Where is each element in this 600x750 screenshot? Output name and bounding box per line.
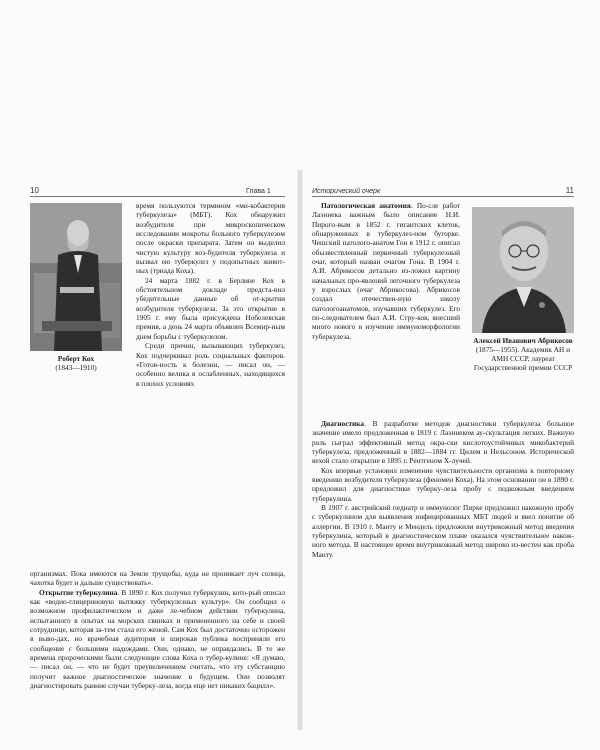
koch-phenomenon-paragraph: Кох впервые установил изменение чувствительности организма к повторному введению возбудителя туберкулеза (феномен Коха). На этом основании он в 1890 г. предложил для диагностики туберку-леза пробу с подкожным введением туберкулина. xyxy=(312,465,574,503)
abrikosov-caption-text: (1875—1955). Академик АН и АМН СССР, лауреат Государственной премии СССР xyxy=(473,345,573,372)
diagnostics-text: . В разработке методов диагностики туберкулеза большое значение имело предложенная в 1819 г. Лаэннеком ау-скультация легких. Важную роль сыграл эффективный метод окра-ски кислотоустойчивых микобактерий туберкулеза, предложенный в 1882—1884 гг. Цилем и Нельсоном. Исторической вехой стало открытие в 1895 г. Рентгеном Х-лучей. xyxy=(312,419,574,466)
abrikosov-portrait-image xyxy=(472,207,574,333)
left-side-paragraph-1: время пользуются термином «ми-кобактерия туберкулеза» (МБТ). Кох обнаружил возбудителя при микроскопическом исследовании мокроты больного туберкулезом после окраски препарата. Затем он выделил чистую культуру воз-будителя туберкулеза и вызвал ею туберкулез у подопытных живот-ных (триада Коха). xyxy=(136,201,285,276)
abrikosov-caption-name: Алексей Иванович Абрикосов xyxy=(473,336,573,345)
diagnostics-heading: Диагностика xyxy=(321,419,365,428)
right-side-paragraph xyxy=(312,201,460,341)
tuberculin-heading: Открытие туберкулина xyxy=(39,587,118,597)
right-running-title: Исторический очерк xyxy=(312,188,381,195)
left-paragraph-continuation: организмах. Пока имеются на Земле трущобы, куда не проникает луч солнца, чахотка будет и дальше существовать». xyxy=(30,569,285,588)
left-full-width-text xyxy=(30,569,285,690)
koch-portrait-figure xyxy=(30,203,122,372)
right-full-width-text xyxy=(312,419,574,559)
koch-portrait-image xyxy=(30,203,122,351)
right-side-column xyxy=(312,201,460,341)
abrikosov-portrait-drawing xyxy=(472,207,574,333)
left-page-number: 10 xyxy=(30,186,39,195)
pathology-heading: Патологическая анатомия xyxy=(321,201,411,210)
left-running-title: Глава 1 xyxy=(246,188,271,195)
left-side-column xyxy=(136,201,285,388)
left-page xyxy=(30,185,285,705)
tuberculin-text: . В 1890 г. Кох получил туберкулин, кото-рый описал как «водно-глицериновую вытяжку туберкулезных культур». Он сообщил о возможном профилактическом и даже ле-чебном действии туберкулина, испытанного в опытах на морских свинках и примененного на себе и своей сотруднице, которая за-тем стала его женой. Сам Кох был достаточно осторожен в выво-дах, но врачебная аудитория и широкая публика восприняли его сообщение с большими надеждами. Они, однако, не оправдались. В те же времена пророческими были следующие слова Коха о тубер-кулине: «Я думаю, — писал он, — что не будет преувеличением считать, что эту субстанцию получит важное диагностическое значение в будущем. Они позволят диагностировать ранние случаи туберку-леза, когда еще нет никаких бацилл». xyxy=(30,587,285,691)
left-side-paragraph-3: Среди причин, вызывающих туберкулез, Кох подчеркивал роль социальных факторов. «Готов-ность к болезни, — писал он, — особенно велика в ослабленных, находящихся в плохих условиях xyxy=(136,341,285,388)
abrikosov-portrait-figure xyxy=(472,207,574,372)
left-paragraph-tuberculin xyxy=(30,588,285,691)
koch-portrait-drawing xyxy=(30,203,122,351)
pirquet-mantoux-paragraph: В 1907 г. австрийский педиатр и иммунолог Пирке предложил накожную пробу с туберкулином для выявления инфицированных МБТ людей и ввел понятие об аллергии. В 1910 г. Манту и Мендель предложили внутрикожный метод введения туберкулина, который в диагностическом плане оказался чувствительнее накож-ного метода. В настоящее время внутрикожный метод широко из-вестен как проба Манту. xyxy=(312,503,574,559)
koch-portrait-caption xyxy=(30,354,122,372)
right-page-number: 11 xyxy=(565,186,574,195)
abrikosov-portrait-caption xyxy=(472,336,574,372)
right-running-head xyxy=(312,185,574,197)
book-gutter xyxy=(297,170,303,730)
koch-caption-name: Роберт Кох xyxy=(57,354,95,363)
left-running-head xyxy=(30,185,285,197)
right-page xyxy=(312,185,574,705)
left-side-paragraph-2: 24 марта 1882 г. в Берлине Кох в обстоятельном докладе предста-вил убедительные данные об от-крытии возбудителя туберкулеза. За это открытие в 1905 г. ему была присуждена Нобелевская премия, а день 24 марта объявлен Всемир-ным днем борьбы с туберкулезом. xyxy=(136,275,285,341)
diagnostics-paragraph xyxy=(312,419,574,466)
koch-caption-years: (1843—1910) xyxy=(55,363,97,372)
pathology-text: . По-сле работ Лаэннека важным было описание Н.И. Пирого-вым в 1852 г. гигантских клеток, обнаруженных в туберкулез-ном бугорке. Чешский патолого-анатом Гон в 1912 г. описал обызвествленный первичный туберкулезный очаг, который назван очагом Гона. В 1904 г. А.И. Абрикосов детально из-ложил картину начальных про-явлений легочного туберкулеза у взрослых (очаг Абрикосова). Абрикосов создал отечествен-ную школу патологоанатомов, изучавших туберкулез. Его по-следователем был А.И. Стру-ков, внесший много нового в изучение иммуноморфологии туберкулеза. xyxy=(312,201,460,341)
